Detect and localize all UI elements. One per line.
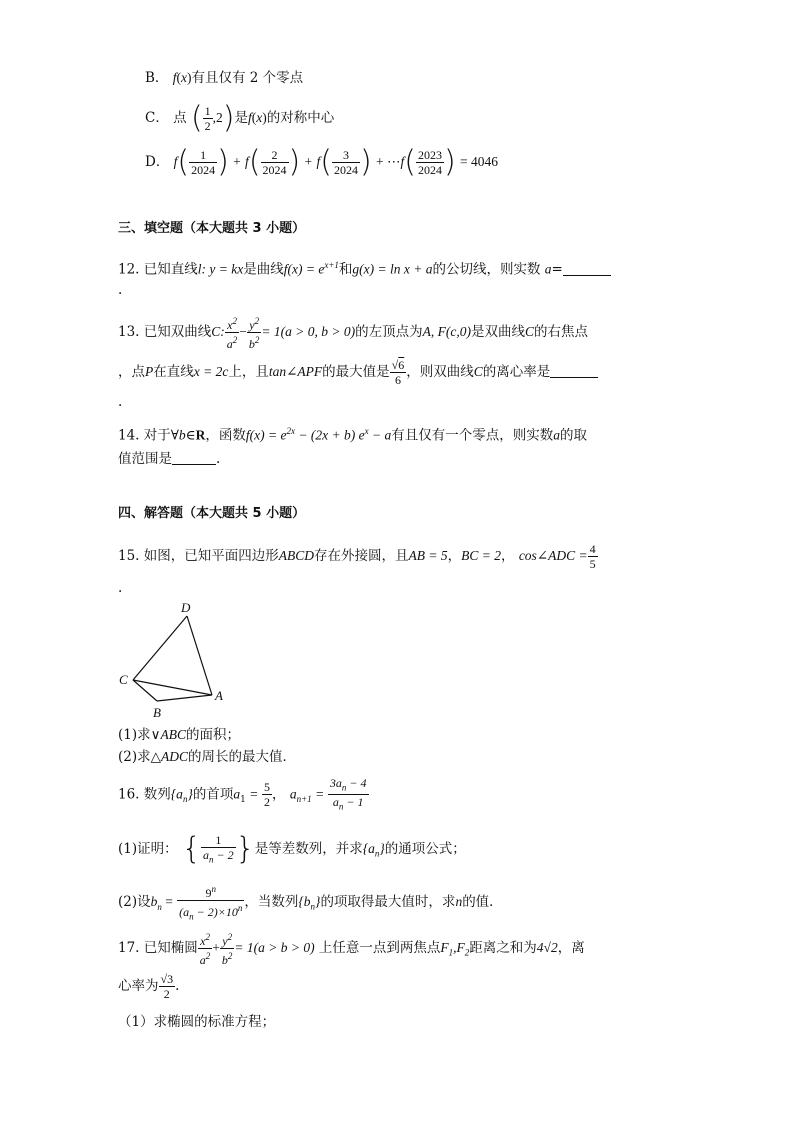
question-17: 17. 已知椭圆 $\frac{x^2}{a^2}$ + $\frac{y^2}{b^2}$ = 1(a > b > 0) 上任意一点到两焦点$F_1,F_2$距离之和为4√2，离	[118, 932, 585, 967]
section-4-title: 四、解答题（本大题共 5 小题）	[118, 506, 306, 521]
ellipsis: + ⋯	[375, 154, 401, 169]
edge-dc	[133, 616, 187, 680]
q15-dot: .	[118, 580, 123, 596]
question-13-cont: ，点P在直线x = 2c上，且tan∠APF的最大值是 $\frac{√6}{6}$ ，则双曲线C的离心率是	[118, 358, 598, 387]
option-c-label: C．	[145, 110, 169, 126]
question-17-cont: 心率为 $\frac{√3}{2}$ .	[118, 972, 180, 1001]
question-16: 16. 数列$\{a_n\}$的首项$a_1$ = $\frac{5}{2}$ ， $a_{n+1}$ = $\frac{3a_n - 4}{a_n - 1}$	[118, 776, 367, 812]
option-c: C． 点 ( $\frac{1}{2}$ ,2)是f(x)的对称中心	[145, 100, 335, 136]
question-12: 12. 已知直线l: y = kx是曲线$f(x) = e^{x+1}$和g(x) = ln x + a的公切线，则实数 a=	[118, 255, 611, 280]
option-d-result: = 4046	[459, 154, 498, 169]
question-14-cont: 值范围是 .	[118, 451, 221, 467]
option-c-fraction: $\frac{1}{2}$	[204, 104, 211, 133]
f-equation: f(x) = e	[283, 261, 325, 277]
answer-blank-14[interactable]	[172, 450, 216, 465]
answer-blank-12[interactable]	[563, 261, 611, 276]
edge-da	[187, 616, 212, 695]
option-b-text: 有且仅有 2 个零点	[191, 70, 304, 86]
label-b: B	[153, 705, 161, 720]
option-c-post: 的对称中心	[266, 110, 335, 126]
label-c: C	[119, 672, 128, 687]
edge-ba	[157, 695, 212, 701]
fx-expr: f	[172, 70, 177, 85]
option-b-label: B．	[145, 70, 169, 86]
line-equation: l: y = kx	[197, 261, 244, 277]
q12-dot: .	[118, 282, 123, 298]
option-d-label: D．	[145, 154, 170, 170]
answer-blank-13[interactable]	[550, 363, 598, 378]
option-c-val: 2	[216, 110, 223, 125]
q17-part1: （1）求椭圆的标准方程；	[118, 1014, 276, 1030]
edge-ca	[133, 680, 212, 695]
question-13: 13. 已知双曲线C: $\frac{x^2}{a^2}$ − $\frac{y^2}{b^2}$ = 1(a > 0, b > 0)的左顶点为A, F(c,0)是双曲线C的右焦点	[118, 316, 588, 351]
q16-part2: (2)设$b_n$ = $\frac{9^n}{(a_n - 2)\times 10^n}$ ，当数列$\{b_n\}$的项取得最大值时，求n的值．	[118, 884, 503, 922]
quadrilateral-figure	[115, 598, 235, 723]
q13-dot: .	[118, 394, 123, 410]
question-14: 14. 对于∀b∈R，函数$f(x) = e^{2x} - (2x + b) e^x - a$有且仅有一个零点，则实数a的取	[118, 426, 587, 444]
option-d: D． f( $\frac{1}{2024}$ ) + f( $\frac{2}{2024}$ ) + f( $\frac{3}{2024}$ ) + ⋯f( $\frac{2023}{2024}$ ) = 4046	[145, 144, 498, 180]
q15-part2: (2)求△ADC的周长的最大值．	[118, 749, 297, 765]
label-a: A	[215, 688, 223, 703]
edge-cb	[133, 680, 157, 701]
question-15: 15. 如图，已知平面四边形ABCD存在外接圆，且AB = 5，BC = 2， cos∠ADC = $\frac{4}{5}$	[118, 542, 596, 571]
option-c-is: 是	[234, 110, 248, 126]
section-3-title: 三、填空题（本大题共 3 小题）	[118, 221, 306, 236]
g-equation: g(x) = ln x + a	[352, 261, 433, 277]
q16-part1: (1)证明： { $\frac{1}{a_n - 2}$ }是等差数列，并求$\{a_n\}$的通项公式；	[118, 831, 466, 867]
option-b: B． f(x)有且仅有 2 个零点	[145, 70, 304, 86]
label-d: D	[181, 600, 191, 615]
q15-part1: (1)求∨ABC的面积；	[118, 727, 241, 743]
option-c-pre: 点	[173, 110, 187, 126]
